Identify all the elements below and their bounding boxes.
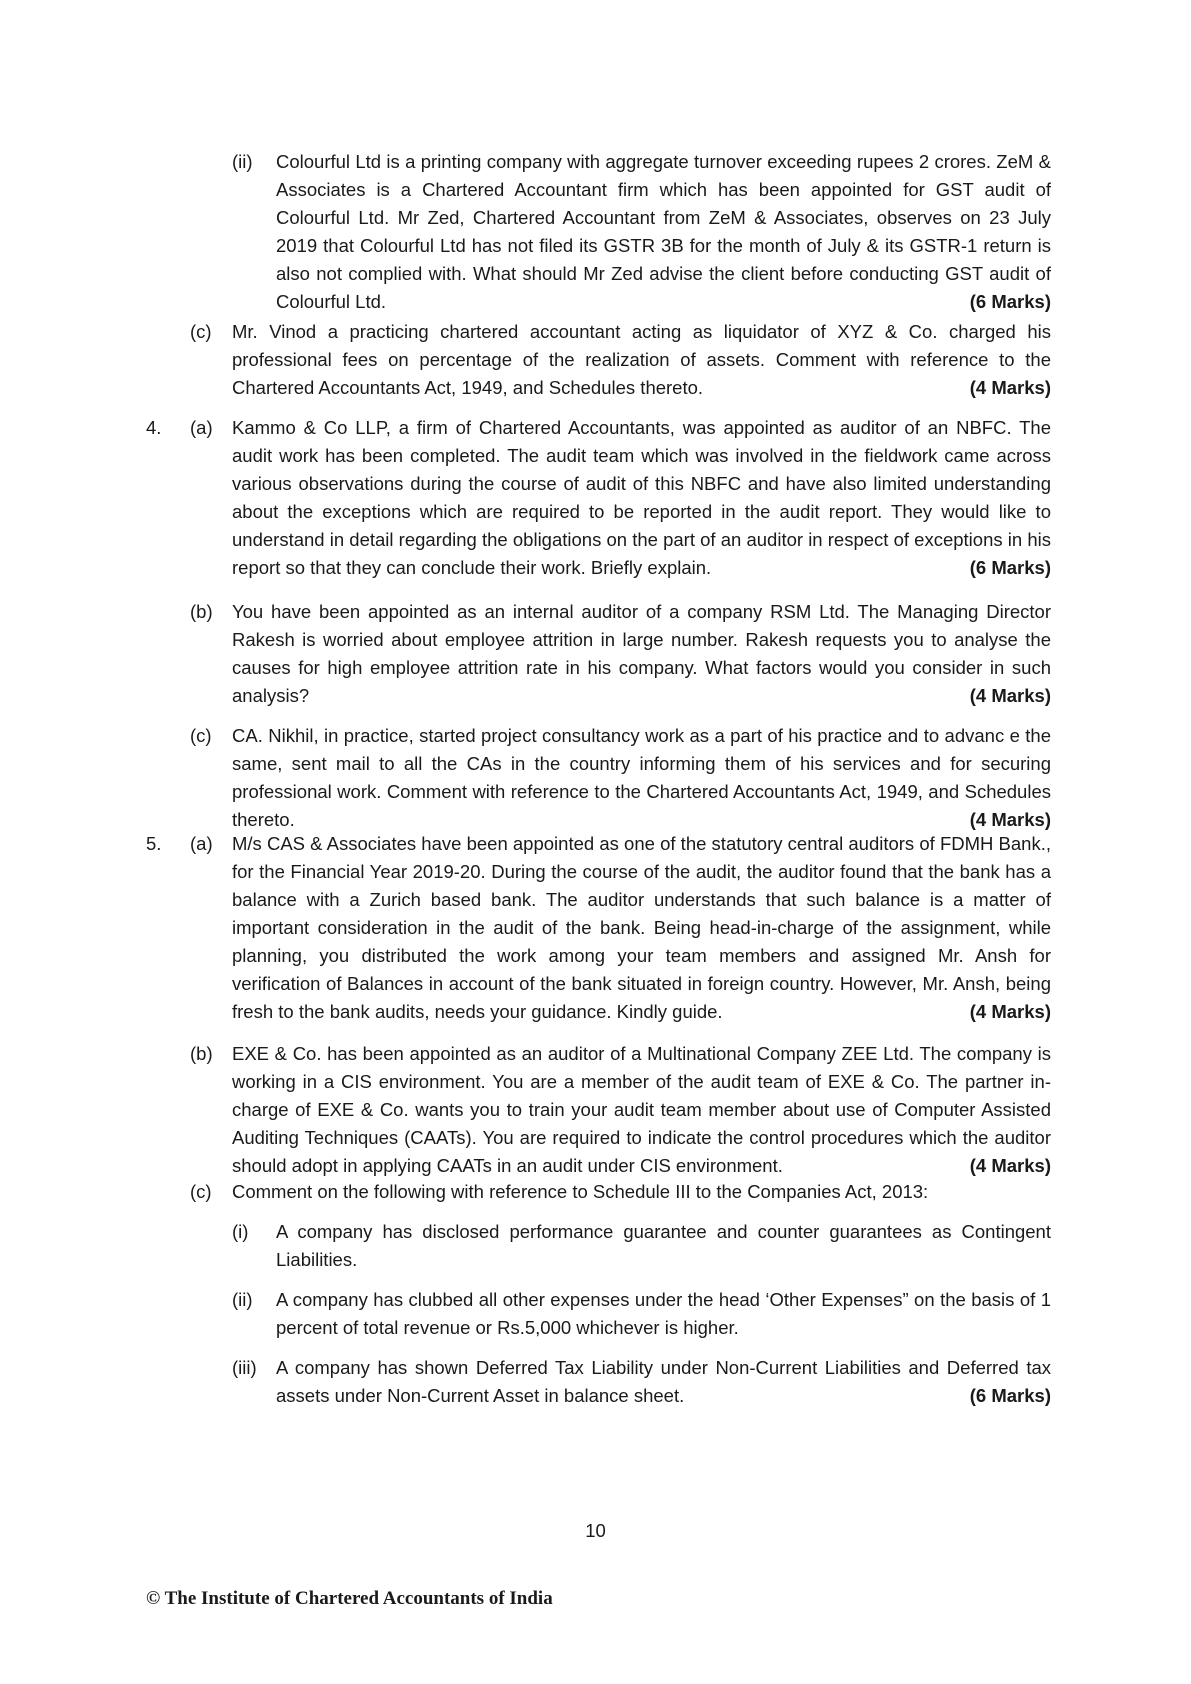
question-number: 5.	[146, 833, 162, 854]
question-text: Colourful Ltd is a printing company with aggregate turnover exceeding rupees 2 crores. ZeM & Associates is a Chartered Accountant firm which has been appointed for GST audit of Colourful Ltd. Mr Zed, Chartered Accountant from ZeM & Associates, observes on 23 July 2019 that Colourful Ltd has not filed its GSTR 3B for the month of July & its GSTR-1 return is also not complied with. What should Mr Zed advise the client before conducting GST audit of Colourful Ltd.	[276, 151, 1051, 312]
question-5c-i	[276, 1218, 1051, 1274]
item-label: (b)	[190, 1043, 213, 1064]
marks-badge: (4 Marks)	[969, 685, 1051, 706]
marks-badge: (4 Marks)	[969, 809, 1051, 830]
item-label: (iii)	[232, 1357, 257, 1378]
question-text: EXE & Co. has been appointed as an auditor of a Multinational Company ZEE Ltd. The company is working in a CIS environment. You are a member of the audit team of EXE & Co. The partner in-charge of EXE & Co. wants you to train your audit team member about use of Computer Assisted Auditing Techniques (CAATs). You are required to indicate the control procedures which the auditor should adopt in applying CAATs in an audit under CIS environment.	[232, 1043, 1051, 1176]
question-text: CA. Nikhil, in practice, started project consultancy work as a part of his practice and to advanc e the same, sent mail to all the CAs in the country informing them of his services and for securing professional work. Comment with reference to the Chartered Accountants Act, 1949, and Schedules thereto.	[232, 725, 1051, 830]
question-4b	[232, 598, 1051, 710]
question-3c	[232, 318, 1051, 402]
question-text: A company has clubbed all other expenses under the head ‘Other Expenses” on the basis of 1 percent of total revenue or Rs.5,000 whichever is higher.	[276, 1289, 1051, 1338]
question-number: 4.	[146, 417, 162, 438]
marks-badge: (6 Marks)	[969, 1385, 1051, 1406]
marks-badge: (4 Marks)	[969, 1155, 1051, 1176]
marks-badge: (6 Marks)	[969, 557, 1051, 578]
item-label: (a)	[190, 833, 213, 854]
question-3b-ii	[276, 148, 1051, 316]
question-5b	[232, 1040, 1051, 1180]
question-text: A company has shown Deferred Tax Liability under Non-Current Liabilities and Deferred tax assets under Non-Current Asset in balance sheet.	[276, 1357, 1051, 1406]
question-5c	[232, 1178, 1051, 1206]
question-text: A company has disclosed performance guarantee and counter guarantees as Contingent Liabilities.	[276, 1221, 1051, 1270]
marks-badge: (4 Marks)	[969, 1001, 1051, 1022]
question-5a	[232, 830, 1051, 1026]
item-label: (a)	[190, 417, 213, 438]
item-label: (i)	[232, 1221, 249, 1242]
item-label: (c)	[190, 1181, 212, 1202]
marks-badge: (6 Marks)	[969, 291, 1051, 312]
question-5c-ii	[276, 1286, 1051, 1342]
question-4a	[232, 414, 1051, 582]
item-label: (b)	[190, 601, 213, 622]
question-4c	[232, 722, 1051, 834]
page-number: 10	[585, 1520, 606, 1541]
question-text: M/s CAS & Associates have been appointed as one of the statutory central auditors of FDMH Bank., for the Financial Year 2019-20. During the course of the audit, the auditor found that the bank has a balance with a Zurich based bank. The auditor understands that such balance is a matter of important consideration in the audit of the bank. Being head-in-charge of the assignment, while planning, you distributed the work among your team members and assigned Mr. Ansh for verification of Balances in account of the bank situated in foreign country. However, Mr. Ansh, being fresh to the bank audits, needs your guidance. Kindly guide.	[232, 833, 1051, 1022]
question-text: Mr. Vinod a practicing chartered accountant acting as liquidator of XYZ & Co. charged his professional fees on percentage of the realization of assets. Comment with reference to the Chartered Accountants Act, 1949, and Schedules thereto.	[232, 321, 1051, 398]
item-label: (ii)	[232, 151, 253, 172]
item-label: (c)	[190, 725, 212, 746]
item-label: (c)	[190, 321, 212, 342]
item-label: (ii)	[232, 1289, 253, 1310]
question-5c-iii	[276, 1354, 1051, 1410]
question-text: Comment on the following with reference to Schedule III to the Companies Act, 2013:	[232, 1181, 929, 1202]
question-text: You have been appointed as an internal auditor of a company RSM Ltd. The Managing Director Rakesh is worried about employee attrition in large number. Rakesh requests you to analyse the causes for high employee attrition rate in his company. What factors would you consider in such analysis?	[232, 601, 1051, 706]
question-text: Kammo & Co LLP, a firm of Chartered Accountants, was appointed as auditor of an NBFC. The audit work has been completed. The audit team which was involved in the fieldwork came across various observations during the course of audit of this NBFC and have also limited understanding about the exceptions which are required to be reported in the audit report. They would like to understand in detail regarding the obligations on the part of an auditor in respect of exceptions in his report so that they can conclude their work. Briefly explain.	[232, 417, 1051, 578]
copyright-footer: © The Institute of Chartered Accountants of India	[146, 1588, 553, 1609]
marks-badge: (4 Marks)	[969, 377, 1051, 398]
